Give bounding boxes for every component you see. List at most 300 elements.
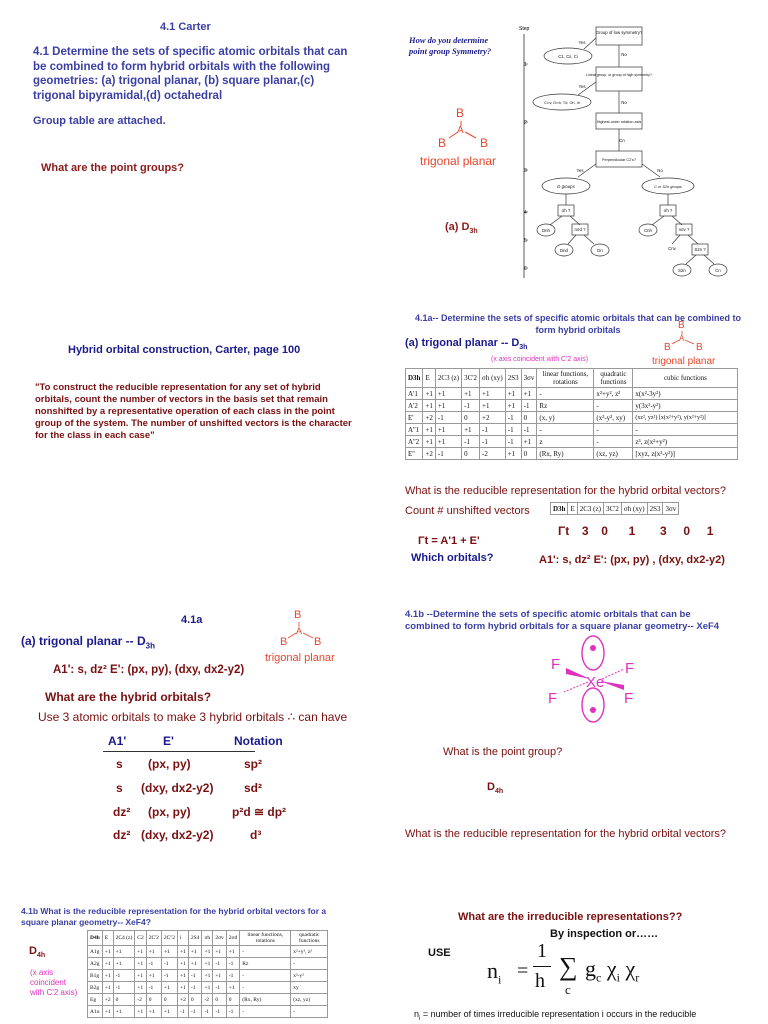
hybrid-question: What are the hybrid orbitals? xyxy=(45,690,212,704)
formula-lhs: $n_i$ xyxy=(487,958,502,987)
table-cell: +1 xyxy=(213,970,226,982)
table-header-row xyxy=(551,503,679,515)
table-cell: (dxy, dx2-y2) xyxy=(141,828,214,842)
table-cell: A'1 xyxy=(406,388,423,400)
table-header-cell: cubic functions xyxy=(633,369,738,388)
table-cell: -1 xyxy=(213,982,226,994)
table-header-cell: quadratic functions xyxy=(594,369,633,388)
table-cell: dz² xyxy=(113,805,131,819)
table-cell: +1 xyxy=(480,400,506,412)
step-3: 3 xyxy=(524,168,527,174)
table-cell: +1 xyxy=(135,958,146,970)
table-header-row xyxy=(406,369,738,388)
atom-a-center: A xyxy=(457,125,464,136)
table-cell: -1 xyxy=(462,400,480,412)
table-cell: +1 xyxy=(113,958,135,970)
atom-xe-center: Xe xyxy=(586,674,605,691)
use-label: USE xyxy=(428,947,451,959)
table-cell: -1 xyxy=(462,436,480,448)
slide-subtitle: (a) trigonal planar -- $D_{3h}$ xyxy=(21,634,156,651)
table-header-cell: σh xyxy=(202,931,213,946)
sigma-h-d: σh ? xyxy=(561,208,571,213)
d3h-character-table xyxy=(405,368,738,460)
table-cell: +1 xyxy=(423,388,435,400)
yes-3: Yes xyxy=(576,168,584,173)
table-cell: B1g xyxy=(88,970,103,982)
table-row xyxy=(406,388,738,400)
reduction-formula xyxy=(487,940,717,1006)
table-cell: -1 xyxy=(435,412,461,424)
atom-b-top: B xyxy=(678,320,685,331)
prompt-text: What are the point groups? xyxy=(41,162,184,174)
header-a1: A1' xyxy=(108,734,127,748)
gamma-value: 3 xyxy=(660,524,667,538)
table-cell: +1 xyxy=(146,970,161,982)
oval-high-groups: C∞v, D∞h, Td, Oh, Ih xyxy=(544,101,580,105)
table-cell: A''2 xyxy=(406,436,423,448)
table-cell: (Rx, Ry) xyxy=(537,448,594,460)
table-cell: B2g xyxy=(88,982,103,994)
table-cell: +1 xyxy=(505,448,521,460)
table-cell: +1 xyxy=(135,970,146,982)
table-cell: 0 xyxy=(226,994,239,1006)
table-header-cell: D3h xyxy=(551,503,568,515)
table-cell: E' xyxy=(406,412,423,424)
s2n-question: S2n ? xyxy=(694,247,706,252)
table-cell: d³ xyxy=(250,828,262,842)
table-row xyxy=(406,448,738,460)
table-cell: -1 xyxy=(505,412,521,424)
table-cell: A''1 xyxy=(406,424,423,436)
table-header-cell: 3C'2 xyxy=(462,369,480,388)
box-high-symmetry: Linear group, or group of high symmetry? xyxy=(586,73,652,77)
table-header-cell: D4h xyxy=(88,931,103,946)
d4h-character-table xyxy=(87,930,328,1018)
table-cell: +1 xyxy=(102,1006,113,1018)
nsigma-v: nσv ? xyxy=(678,227,690,232)
table-row xyxy=(88,970,328,982)
summation-index: c xyxy=(565,982,571,997)
table-header-cell: 3σv xyxy=(521,369,537,388)
table-cell: 0 xyxy=(113,994,135,1006)
table-cell: -1 xyxy=(505,436,521,448)
step-2: 2 xyxy=(524,120,527,126)
table-row xyxy=(406,400,738,412)
table-cell: +1 xyxy=(462,424,480,436)
summation-symbol: ∑ xyxy=(559,952,578,981)
atom-b-right: B xyxy=(314,636,322,648)
table-cell: z³, z(x²+y²) xyxy=(633,436,738,448)
step-5: 5 xyxy=(524,238,527,244)
nsigma-d: nσd ? xyxy=(574,227,586,232)
table-header-cell: 2σd xyxy=(226,931,239,946)
header-notation: Notation xyxy=(234,734,283,748)
table-row xyxy=(88,958,328,970)
atom-b-left: B xyxy=(438,136,447,150)
table-cell: +1 xyxy=(188,946,202,958)
table-row xyxy=(88,1006,328,1018)
table-cell: A'2 xyxy=(406,400,423,412)
table-header-cell: 2S3 xyxy=(647,503,663,515)
table-cell: +1 xyxy=(146,946,161,958)
table-cell: - xyxy=(240,982,291,994)
table-cell: +2 xyxy=(178,994,189,1006)
atom-b-top: B xyxy=(294,609,302,621)
table-cell: -2 xyxy=(135,994,146,1006)
table-cell: 0 xyxy=(462,412,480,424)
bond-lines xyxy=(664,330,704,350)
table-cell: +1 xyxy=(462,388,480,400)
table-cell: +1 xyxy=(178,982,189,994)
table-cell: x²+y², z² xyxy=(291,946,328,958)
table-cell: +1 xyxy=(202,970,213,982)
table-cell: - xyxy=(291,958,328,970)
table-header-cell: linear functions, rotations xyxy=(240,931,291,946)
atom-b-left: B xyxy=(280,636,288,648)
note-text: Group table are attached. xyxy=(33,115,166,127)
table-cell: (Rx, Ry) xyxy=(240,994,291,1006)
table-cell: -1 xyxy=(226,970,239,982)
no-2: No xyxy=(621,100,627,105)
table-header-cell: 3C'2 xyxy=(603,503,621,515)
table-cell: +1 xyxy=(480,388,506,400)
table-cell: Rz xyxy=(240,958,291,970)
geometry-label: trigonal planar xyxy=(420,154,497,168)
table-cell: Rz xyxy=(537,400,594,412)
table-cell: -1 xyxy=(202,1006,213,1018)
gamma-value: 1 xyxy=(706,524,714,538)
leaf-dnd: Dnd xyxy=(560,248,568,253)
question-reducible: What is the reducible representation for the hybrid orbital vectors? xyxy=(405,828,726,840)
point-group-answer: (a) $D_{3h}$ xyxy=(445,221,478,236)
table-header-cell: 2C3 (z) xyxy=(577,503,603,515)
table-cell: -1 xyxy=(146,958,161,970)
table-cell: -1 xyxy=(113,970,135,982)
table-cell: - xyxy=(594,424,633,436)
gamma-value: 3 xyxy=(581,524,589,538)
table-cell: +1 xyxy=(102,946,113,958)
header-divider xyxy=(103,751,255,752)
flowchart-heading: How do you determine point group Symmetry? xyxy=(409,35,492,56)
table-cell: +1 xyxy=(161,982,177,994)
question-point-group: What is the point group? xyxy=(443,746,563,758)
table-cell: +1 xyxy=(423,436,435,448)
step-6: 6 xyxy=(524,266,527,272)
table-cell: -1 xyxy=(146,982,161,994)
table-cell: (xz, yz) xyxy=(291,994,328,1006)
table-cell: +2 xyxy=(480,412,506,424)
table-cell: E'' xyxy=(406,448,423,460)
table-cell: +1 xyxy=(135,946,146,958)
table-cell: y(3x²-y²) xyxy=(633,400,738,412)
question-reducible: What is the reducible representation for the hybrid orbital vectors? xyxy=(405,485,726,497)
table-cell: +1 xyxy=(102,982,113,994)
point-group-answer: $D_{4h}$ xyxy=(487,781,504,796)
table-cell: - xyxy=(291,1006,328,1018)
table-cell: +2 xyxy=(102,994,113,1006)
gamma-row xyxy=(558,524,713,538)
formula-numerator: 1 xyxy=(537,940,547,962)
table-cell: x²+y², z² xyxy=(594,388,633,400)
table-cell: - xyxy=(240,970,291,982)
table-cell: (dxy, dx2-y2) xyxy=(141,781,214,795)
table-cell: +1 xyxy=(102,970,113,982)
table-cell: sd² xyxy=(244,781,262,795)
box-low-symmetry: Group of low symmetry? xyxy=(595,30,643,35)
table-cell: - xyxy=(537,388,594,400)
table-cell: -1 xyxy=(521,400,537,412)
table-cell: [xyz, z(x²-y²)] xyxy=(633,448,738,460)
slide-title: What are the irreducible representations?? xyxy=(458,911,683,923)
table-cell: +1 xyxy=(188,958,202,970)
fraction-bar xyxy=(533,966,551,967)
table-header-cell: D3h xyxy=(406,369,423,388)
formula-equals: = xyxy=(517,960,529,982)
table-cell: -1 xyxy=(435,448,461,460)
table-cell: +1 xyxy=(435,424,461,436)
table-cell: +2 xyxy=(423,412,435,424)
table-cell: (xz², yz²) [x(x²+y²), y(x²+y²)] xyxy=(633,412,738,424)
table-cell: -1 xyxy=(226,958,239,970)
table-cell: - xyxy=(240,1006,291,1018)
gamma-label: Γt xyxy=(558,524,570,538)
table-cell: +1 xyxy=(146,1006,161,1018)
table-header-cell: 2S4 xyxy=(188,931,202,946)
leaf-s2n: S2n xyxy=(678,268,686,273)
table-cell: +1 xyxy=(178,970,189,982)
table-cell: -1 xyxy=(480,436,506,448)
table-cell: - xyxy=(594,436,633,448)
use-text: Use 3 atomic orbitals to make 3 hybrid orbitals ∴ can have xyxy=(38,710,348,724)
table-cell: +2 xyxy=(423,448,435,460)
table-cell: +1 xyxy=(505,400,521,412)
header-e: E' xyxy=(163,734,174,748)
slide-title: 4.1a-- Determine the sets of specific atomic orbitals that can be combined to form hybrid orbitals xyxy=(414,313,742,335)
table-cell: 0 xyxy=(213,994,226,1006)
slide-title: 4.1a xyxy=(181,614,203,626)
table-cell: +1 xyxy=(102,958,113,970)
table-cell: +1 xyxy=(435,436,461,448)
atom-f-left-bottom: F xyxy=(548,690,558,707)
atom-f-right-bottom: F xyxy=(624,690,634,707)
table-cell: xy xyxy=(291,982,328,994)
formula-body: $g_c$ $\chi_i$ $\chi_r$ xyxy=(585,956,640,985)
yes-2: Yes xyxy=(578,84,586,89)
table-header-cell: 3σv xyxy=(663,503,679,515)
table-row xyxy=(406,436,738,448)
atom-a-center: A xyxy=(679,334,685,343)
yes-1: Yes xyxy=(578,40,586,45)
table-cell: -1 xyxy=(188,1006,202,1018)
leaf-dn: Dn xyxy=(597,248,603,253)
table-cell: +1 xyxy=(135,982,146,994)
gamma-value: 0 xyxy=(683,524,691,538)
geometry-label: trigonal planar xyxy=(265,652,335,664)
slide-title: 4.1 Carter xyxy=(160,21,211,33)
table-cell: 0 xyxy=(188,994,202,1006)
table-cell: x(x²-3y²) xyxy=(633,388,738,400)
d3h-mini-header xyxy=(550,502,679,515)
table-cell: +1 xyxy=(423,424,435,436)
table-header-row xyxy=(88,931,328,946)
table-header-cell: 2C4 (z) xyxy=(113,931,135,946)
table-cell: -1 xyxy=(505,424,521,436)
table-cell: +1 xyxy=(226,982,239,994)
slide-subtitle: (a) trigonal planar -- $D_{3h}$ xyxy=(405,337,528,352)
oval-d-groups: D groups xyxy=(557,184,575,189)
table-cell: +1 xyxy=(161,946,177,958)
table-header-cell: σh (xy) xyxy=(480,369,506,388)
table-cell: 0 xyxy=(462,448,480,460)
table-cell: A1u xyxy=(88,1006,103,1018)
table-cell: +1 xyxy=(113,946,135,958)
table-cell: -1 xyxy=(161,970,177,982)
table-header-cell: E xyxy=(102,931,113,946)
table-cell: -1 xyxy=(113,982,135,994)
table-cell: -1 xyxy=(161,958,177,970)
table-cell: z xyxy=(537,436,594,448)
table-header-cell: 2σv xyxy=(213,931,226,946)
box-perpendicular: Perpendicular C2's? xyxy=(601,158,637,162)
table-cell: -1 xyxy=(480,424,506,436)
step-4: 4 xyxy=(524,210,527,216)
table-row xyxy=(88,946,328,958)
gamma-value: 0 xyxy=(601,524,608,538)
no-3: No xyxy=(657,168,663,173)
table-cell: - xyxy=(240,946,291,958)
step-label: Step xyxy=(519,26,530,32)
no-1: No xyxy=(621,52,627,57)
table-cell: +1 xyxy=(435,388,461,400)
axis-note: (x axis coincident with C'2 axis) xyxy=(491,356,589,363)
table-cell: s xyxy=(116,781,123,795)
gamma-value: 1 xyxy=(628,524,636,538)
table-header-cell: i xyxy=(178,931,189,946)
formula-note: $n_i$ = number of times irreducible representation i occurs in the reducible xyxy=(414,1009,697,1022)
table-cell: - xyxy=(633,424,738,436)
atom-f-right-top: F xyxy=(625,660,635,677)
table-row xyxy=(88,982,328,994)
table-header-cell: 2S3 xyxy=(505,369,521,388)
table-cell: +1 xyxy=(202,982,213,994)
quote-text: "To construct the reducible representation for any set of hybrid orbitals, count the number of vectors in the basis set that remain nonshifted by a representative operation of each class in the point group of the system. The number of unshifted vectors is the character for the class in each case" xyxy=(35,382,352,441)
table-cell: +1 xyxy=(178,958,189,970)
step-1: 1 xyxy=(524,62,527,68)
table-header-cell: 2C''2 xyxy=(161,931,177,946)
table-cell: -1 xyxy=(521,424,537,436)
box-rotation-axis: Highest-order rotation axis xyxy=(596,120,642,124)
table-header-cell: linear functions, rotations xyxy=(537,369,594,388)
table-header-cell: quadratic functions xyxy=(291,931,328,946)
table-cell: dz² xyxy=(113,828,131,842)
table-cell: 0 xyxy=(521,448,537,460)
table-cell: -1 xyxy=(178,1006,189,1018)
orbitals-text: A1': s, dz² E': (px, py), (dxy, dx2-y2) xyxy=(53,664,245,676)
atom-b-top: B xyxy=(456,106,465,120)
table-row xyxy=(406,412,738,424)
point-group-flowchart xyxy=(510,24,760,280)
table-header-cell: 2C3 (z) xyxy=(435,369,461,388)
table-header-cell: C2 xyxy=(135,931,146,946)
slide-title: 4.1b What is the reducible representation for the hybrid orbital vectors for a square planar geometry-- XeF4? xyxy=(21,906,327,927)
table-cell: +1 xyxy=(202,946,213,958)
table-cell: x²-y² xyxy=(291,970,328,982)
slide-title: 4.1b --Determine the sets of specific atomic orbitals that can be combined to form hybrid orbitals for a square planar geometry-- XeF4 xyxy=(405,609,720,632)
formula-denominator: h xyxy=(535,970,545,992)
table-cell: 0 xyxy=(161,994,177,1006)
table-cell: +1 xyxy=(435,400,461,412)
table-cell: -1 xyxy=(226,1006,239,1018)
table-cell: 0 xyxy=(146,994,161,1006)
table-cell: -1 xyxy=(213,958,226,970)
table-cell: +1 xyxy=(161,1006,177,1018)
axis-note: (x axis coincident with C'2 axis) xyxy=(30,968,78,997)
table-cell: A2g xyxy=(88,958,103,970)
table-cell: (x, y) xyxy=(537,412,594,424)
oval-low-groups: C1, Cs, Ci xyxy=(558,54,578,59)
leaf-dnh: Dnh xyxy=(542,228,550,233)
leaf-cn: Cn xyxy=(715,268,721,273)
geometry-label: trigonal planar xyxy=(652,356,716,367)
table-header-cell: σh (xy) xyxy=(621,503,647,515)
table-header-cell: E xyxy=(568,503,577,515)
table-cell: -1 xyxy=(188,970,202,982)
bond-lines xyxy=(280,620,325,645)
table-row xyxy=(88,994,328,1006)
cn-label: Cn xyxy=(619,138,625,143)
count-label: Count # unshifted vectors xyxy=(405,505,530,517)
atom-b-right: B xyxy=(480,136,489,150)
table-cell: +1 xyxy=(135,1006,146,1018)
table-cell: +1 xyxy=(521,388,537,400)
table-cell: -2 xyxy=(202,994,213,1006)
table-cell: sp² xyxy=(244,757,262,771)
orbitals-answer: A1': s, dz² E': (px, py) , (dxy, dx2-y2) xyxy=(539,554,725,566)
table-cell: Eg xyxy=(88,994,103,1006)
atom-a-center: A xyxy=(296,626,303,636)
sigma-h-c: σh ? xyxy=(663,208,673,213)
table-cell: -1 xyxy=(213,1006,226,1018)
table-header-cell: 2C'2 xyxy=(146,931,161,946)
table-row xyxy=(406,424,738,436)
leaf-cnv: Cnv xyxy=(668,246,676,251)
oval-c-groups: C or S2n groups xyxy=(654,185,682,189)
table-cell: A1g xyxy=(88,946,103,958)
atom-b-right: B xyxy=(696,342,703,353)
table-cell: +1 xyxy=(423,400,435,412)
leaf-cnh: Cnh xyxy=(644,228,652,233)
table-cell: +1 xyxy=(521,436,537,448)
table-cell: +1 xyxy=(226,946,239,958)
table-cell: -2 xyxy=(480,448,506,460)
table-cell: (px, py) xyxy=(148,805,191,819)
table-cell: +1 xyxy=(178,946,189,958)
atom-b-left: B xyxy=(664,342,671,353)
table-cell: -1 xyxy=(188,982,202,994)
question-text: 4.1 Determine the sets of specific atomic orbitals that can be combined to form hybrid orbitals with the following geometries: (a) trigonal planar, (b) square planar,(c) trigonal bipyramidal,(d) octahedral xyxy=(33,46,348,102)
gamma-decomposition: Γt = A'1 + E' xyxy=(418,535,480,547)
table-header-cell: E xyxy=(423,369,435,388)
which-orbitals: Which orbitals? xyxy=(411,552,494,564)
table-cell: - xyxy=(594,400,633,412)
atom-f-left-top: F xyxy=(551,656,561,673)
table-cell: +1 xyxy=(113,1006,135,1018)
table-cell: +1 xyxy=(505,388,521,400)
table-cell: 0 xyxy=(521,412,537,424)
table-cell: p²d ≅ dp² xyxy=(232,805,287,819)
table-cell: (xz, yz) xyxy=(594,448,633,460)
table-cell: +1 xyxy=(213,946,226,958)
